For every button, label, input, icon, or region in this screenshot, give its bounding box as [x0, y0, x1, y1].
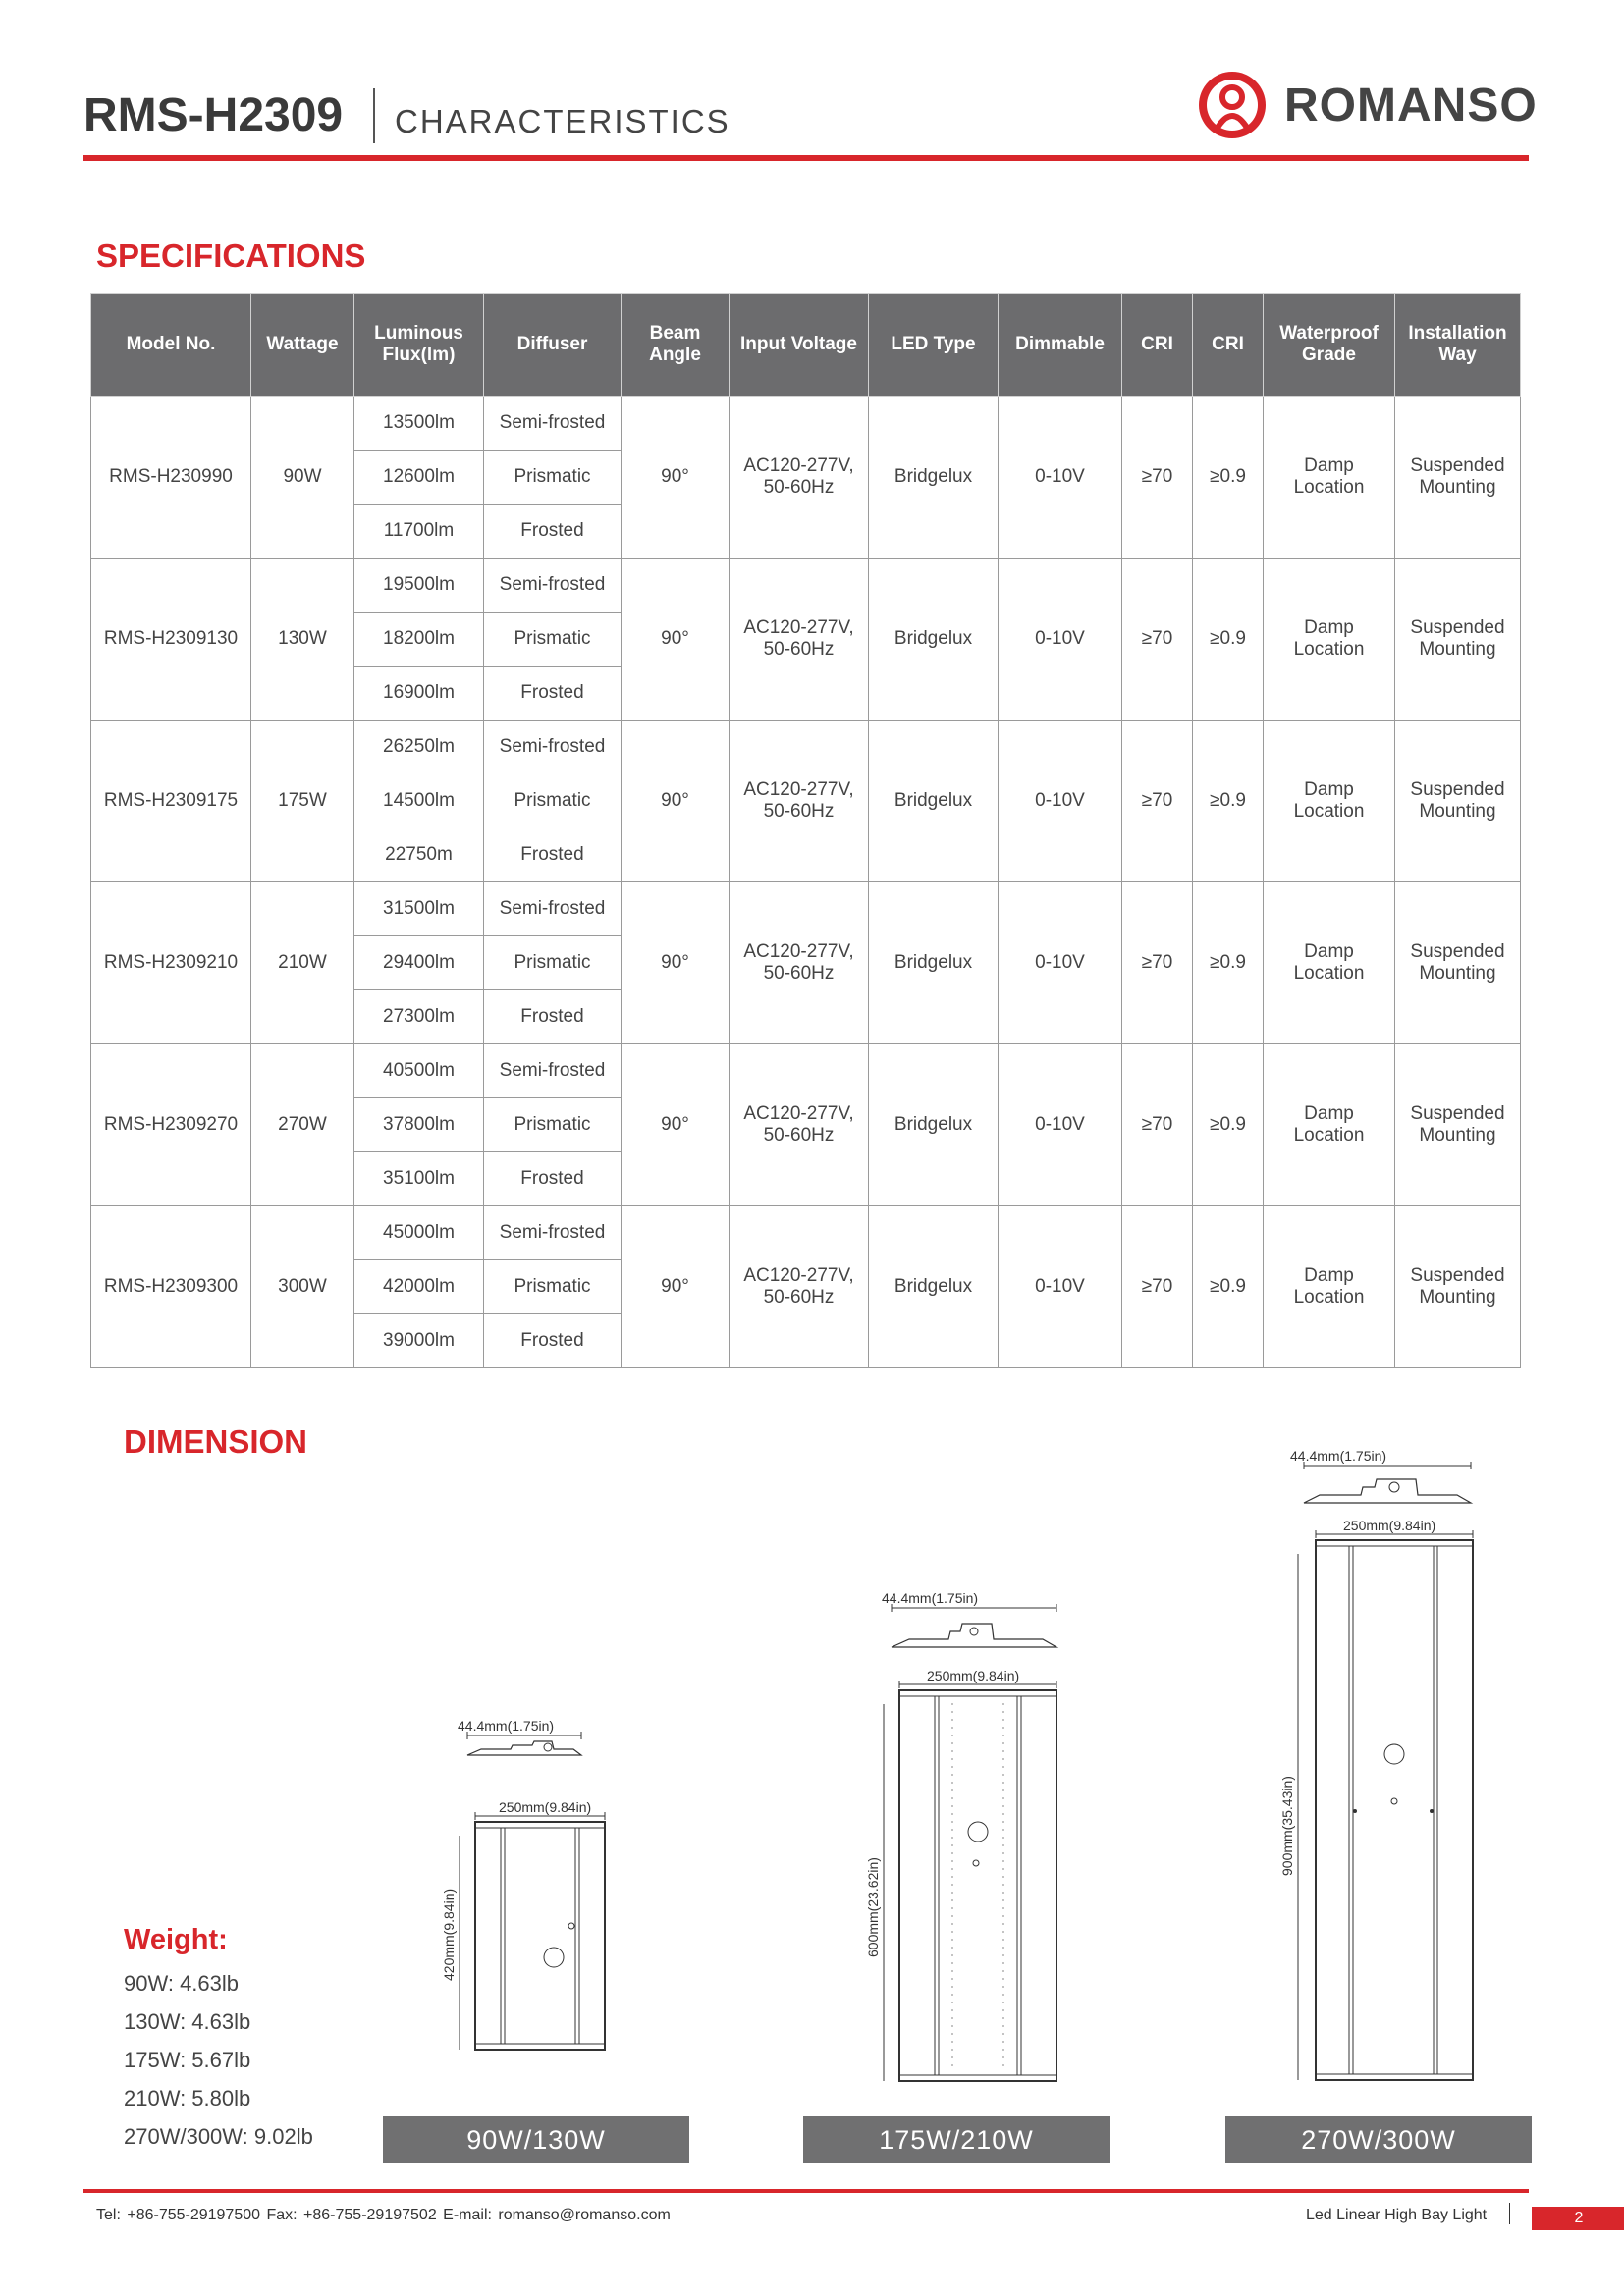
diffuser-cell: Frosted — [484, 1152, 622, 1206]
input-voltage-cell: AC120-277V, 50-60Hz — [730, 1044, 869, 1206]
flux-cell: 40500lm — [354, 1044, 484, 1098]
flux-cell: 13500lm — [354, 397, 484, 451]
flux-cell: 45000lm — [354, 1206, 484, 1260]
beam-angle-cell: 90° — [622, 882, 730, 1044]
model-cell: RMS-H2309210 — [91, 882, 251, 1044]
dimmable-cell: 0-10V — [999, 1206, 1122, 1368]
footer-contact: Tel: +86-755-29197500 Fax: +86-755-29197502 E-mail: romanso@romanso.com — [96, 2207, 671, 2223]
weight-item: 270W/300W: 9.02lb — [124, 2124, 313, 2149]
input-voltage-cell: AC120-277V, 50-60Hz — [730, 882, 869, 1044]
diffuser-cell: Semi-frosted — [484, 559, 622, 613]
width-label: 250mm(9.84in) — [499, 1799, 592, 1815]
dimmable-cell: 0-10V — [999, 882, 1122, 1044]
led-type-cell: Bridgelux — [869, 1044, 999, 1206]
waterproof-cell: Damp Location — [1264, 1206, 1395, 1368]
cri-cell: ≥0.9 — [1193, 882, 1264, 1044]
column-header: Beam Angle — [622, 294, 730, 397]
dimension-title: DIMENSION — [124, 1423, 308, 1460]
page-subtitle: CHARACTERISTICS — [395, 103, 731, 139]
flux-cell: 18200lm — [354, 613, 484, 667]
diffuser-cell: Frosted — [484, 828, 622, 882]
column-header: Wattage — [251, 294, 354, 397]
flux-cell: 22750m — [354, 828, 484, 882]
model-cell: RMS-H230990 — [91, 397, 251, 559]
footer-divider — [83, 2189, 1529, 2193]
flux-cell: 14500lm — [354, 774, 484, 828]
input-voltage-cell: AC120-277V, 50-60Hz — [730, 1206, 869, 1368]
beam-angle-cell: 90° — [622, 1206, 730, 1368]
wattage-cell: 210W — [251, 882, 354, 1044]
waterproof-cell: Damp Location — [1264, 721, 1395, 882]
weight-item: 130W: 4.63lb — [124, 2009, 251, 2034]
installation-cell: Suspended Mounting — [1395, 882, 1521, 1044]
weight-title: Weight: — [124, 1924, 228, 1955]
flux-cell: 31500lm — [354, 882, 484, 936]
column-header: Installation Way — [1395, 294, 1521, 397]
wattage-cell: 175W — [251, 721, 354, 882]
flux-cell: 42000lm — [354, 1260, 484, 1314]
flux-cell: 11700lm — [354, 505, 484, 559]
led-type-cell: Bridgelux — [869, 559, 999, 721]
wattage-cell: 90W — [251, 397, 354, 559]
beam-angle-cell: 90° — [622, 397, 730, 559]
wattage-cell: 270W — [251, 1044, 354, 1206]
dimmable-cell: 0-10V — [999, 397, 1122, 559]
page-number: 2 — [1532, 2207, 1624, 2230]
installation-cell: Suspended Mounting — [1395, 397, 1521, 559]
flux-cell: 26250lm — [354, 721, 484, 774]
diffuser-cell: Semi-frosted — [484, 397, 622, 451]
installation-cell: Suspended Mounting — [1395, 721, 1521, 882]
header-divider — [83, 155, 1529, 161]
cri-cell: ≥0.9 — [1193, 559, 1264, 721]
waterproof-cell: Damp Location — [1264, 559, 1395, 721]
input-voltage-cell: AC120-277V, 50-60Hz — [730, 721, 869, 882]
led-type-cell: Bridgelux — [869, 721, 999, 882]
installation-cell: Suspended Mounting — [1395, 559, 1521, 721]
table-row — [91, 397, 1521, 451]
waterproof-cell: Damp Location — [1264, 1044, 1395, 1206]
weight-item: 210W: 5.80lb — [124, 2086, 251, 2110]
flux-cell: 16900lm — [354, 667, 484, 721]
column-header: Input Voltage — [730, 294, 869, 397]
brand-logo — [1196, 69, 1538, 143]
thickness-label: 44.4mm(1.75in) — [458, 1718, 555, 1734]
weight-item: 175W: 5.67lb — [124, 2048, 251, 2072]
dimmable-cell: 0-10V — [999, 1044, 1122, 1206]
diffuser-cell: Semi-frosted — [484, 1044, 622, 1098]
cri-cell: ≥70 — [1122, 559, 1193, 721]
diffuser-cell: Semi-frosted — [484, 882, 622, 936]
wattage-cell: 130W — [251, 559, 354, 721]
column-header: Luminous Flux(lm) — [354, 294, 484, 397]
diffuser-cell: Prismatic — [484, 451, 622, 505]
brand-logo-icon — [1196, 69, 1269, 141]
dimension-drawing-medium — [864, 1590, 1090, 2091]
length-label: 900mm(35.43in) — [1279, 1776, 1295, 1876]
dimension-drawing-small — [432, 1718, 658, 2091]
width-label: 250mm(9.84in) — [927, 1668, 1020, 1683]
cri-cell: ≥0.9 — [1193, 397, 1264, 559]
header-separator — [373, 88, 375, 143]
dimension-drawing-large — [1276, 1448, 1502, 2091]
led-type-cell: Bridgelux — [869, 1206, 999, 1368]
flux-cell: 35100lm — [354, 1152, 484, 1206]
input-voltage-cell: AC120-277V, 50-60Hz — [730, 397, 869, 559]
dimmable-cell: 0-10V — [999, 721, 1122, 882]
flux-cell: 27300lm — [354, 990, 484, 1044]
weight-item: 90W: 4.63lb — [124, 1971, 240, 1996]
table-header-row — [91, 294, 1521, 397]
cri-cell: ≥70 — [1122, 882, 1193, 1044]
column-header: Waterproof Grade — [1264, 294, 1395, 397]
cri-cell: ≥70 — [1122, 1206, 1193, 1368]
diffuser-cell: Prismatic — [484, 613, 622, 667]
flux-cell: 19500lm — [354, 559, 484, 613]
diffuser-cell: Frosted — [484, 1314, 622, 1368]
column-header: CRI — [1193, 294, 1264, 397]
model-cell: RMS-H2309270 — [91, 1044, 251, 1206]
waterproof-cell: Damp Location — [1264, 397, 1395, 559]
length-label: 600mm(23.62in) — [865, 1857, 881, 1957]
dimmable-cell: 0-10V — [999, 559, 1122, 721]
diffuser-cell: Prismatic — [484, 936, 622, 990]
column-header: Model No. — [91, 294, 251, 397]
width-label: 250mm(9.84in) — [1343, 1518, 1436, 1533]
footer-product-name: Led Linear High Bay Light — [1306, 2207, 1488, 2223]
flux-cell: 29400lm — [354, 936, 484, 990]
led-type-cell: Bridgelux — [869, 882, 999, 1044]
page-model-title: RMS-H2309 — [83, 89, 344, 141]
cri-cell: ≥0.9 — [1193, 1044, 1264, 1206]
diffuser-cell: Prismatic — [484, 1260, 622, 1314]
model-cell: RMS-H2309300 — [91, 1206, 251, 1368]
diffuser-cell: Frosted — [484, 667, 622, 721]
specifications-title: SPECIFICATIONS — [96, 238, 366, 274]
beam-angle-cell: 90° — [622, 559, 730, 721]
column-header: LED Type — [869, 294, 999, 397]
flux-cell: 12600lm — [354, 451, 484, 505]
beam-angle-cell: 90° — [622, 1044, 730, 1206]
column-header: Diffuser — [484, 294, 622, 397]
brand-name: ROMANSO — [1284, 80, 1538, 132]
banner-270w-300w: 270W/300W — [1225, 2116, 1532, 2163]
model-cell: RMS-H2309130 — [91, 559, 251, 721]
input-voltage-cell: AC120-277V, 50-60Hz — [730, 559, 869, 721]
model-cell: RMS-H2309175 — [91, 721, 251, 882]
diffuser-cell: Semi-frosted — [484, 721, 622, 774]
table-row — [91, 721, 1521, 774]
cri-cell: ≥0.9 — [1193, 721, 1264, 882]
cri-cell: ≥70 — [1122, 721, 1193, 882]
diffuser-cell: Prismatic — [484, 774, 622, 828]
installation-cell: Suspended Mounting — [1395, 1044, 1521, 1206]
beam-angle-cell: 90° — [622, 721, 730, 882]
wattage-cell: 300W — [251, 1206, 354, 1368]
waterproof-cell: Damp Location — [1264, 882, 1395, 1044]
table-row — [91, 882, 1521, 936]
cri-cell: ≥0.9 — [1193, 1206, 1264, 1368]
led-type-cell: Bridgelux — [869, 397, 999, 559]
flux-cell: 39000lm — [354, 1314, 484, 1368]
specifications-table — [90, 293, 1521, 1368]
footer-separator — [1509, 2203, 1510, 2224]
diffuser-cell: Semi-frosted — [484, 1206, 622, 1260]
cri-cell: ≥70 — [1122, 397, 1193, 559]
column-header: CRI — [1122, 294, 1193, 397]
cri-cell: ≥70 — [1122, 1044, 1193, 1206]
thickness-label: 44.4mm(1.75in) — [882, 1590, 979, 1606]
column-header: Dimmable — [999, 294, 1122, 397]
installation-cell: Suspended Mounting — [1395, 1206, 1521, 1368]
thickness-label: 44.4mm(1.75in) — [1290, 1448, 1387, 1464]
banner-90w-130w: 90W/130W — [383, 2116, 689, 2163]
diffuser-cell: Prismatic — [484, 1098, 622, 1152]
table-row — [91, 1206, 1521, 1260]
table-row — [91, 559, 1521, 613]
table-row — [91, 1044, 1521, 1098]
diffuser-cell: Frosted — [484, 990, 622, 1044]
flux-cell: 37800lm — [354, 1098, 484, 1152]
length-label: 420mm(9.84in) — [441, 1888, 457, 1981]
diffuser-cell: Frosted — [484, 505, 622, 559]
banner-175w-210w: 175W/210W — [803, 2116, 1110, 2163]
